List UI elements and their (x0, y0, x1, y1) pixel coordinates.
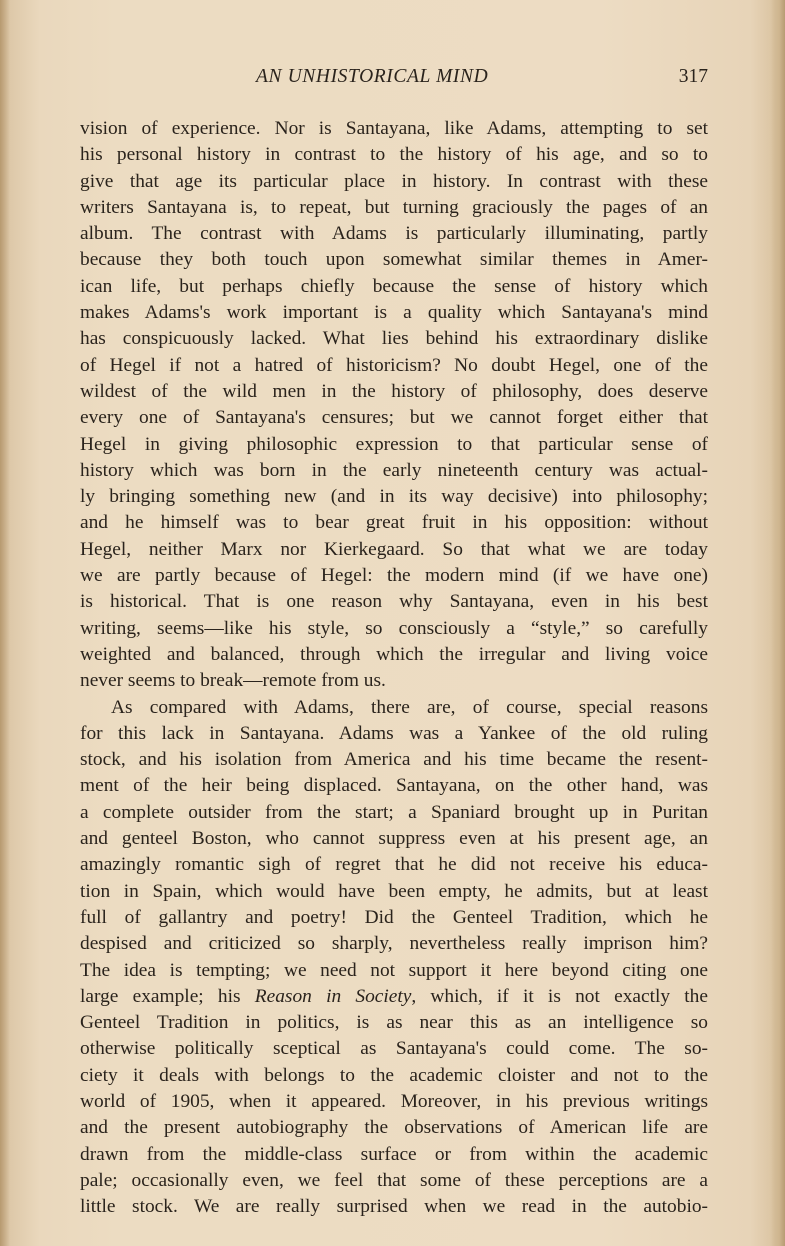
text-line: never seems to break—remote from us. (80, 670, 386, 692)
text-line: The idea is tempting; we need not support it here beyond citing one (80, 959, 708, 981)
book-title: Reason in Society (254, 985, 412, 1007)
text-line: wildest of the wild men in the history of philosophy, does deserve (80, 380, 708, 402)
page-number: 317 (678, 66, 708, 87)
text-line: drawn from the middle-class surface or from within the academic (80, 1143, 708, 1165)
text-segment: , which, if it is not exactly the (411, 985, 708, 1007)
running-head (80, 66, 708, 94)
text-line: vision of experience. Nor is Santayana, like Adams, attempting to set (80, 118, 708, 139)
text-segment: large example; his (80, 985, 255, 1007)
text-line: writing, seems—like his style, so consciously a “style,” so carefully (80, 617, 708, 639)
text-line: ly bringing something new (and in its way decisive) into philosophy; (80, 486, 708, 508)
text-line: writers Santayana is, to repeat, but turning graciously the pages of an (80, 196, 708, 218)
text-line: a complete outsider from the start; a Spaniard brought up in Puritan (80, 801, 708, 823)
text-line: full of gallantry and poetry! Did the Genteel Tradition, which he (80, 906, 708, 928)
text-line: pale; occasionally even, we feel that some of these perceptions are a (80, 1169, 708, 1191)
text-line: stock, and his isolation from America and his time became the resent- (80, 749, 708, 771)
text-line: and the present autobiography the observations of American life are (80, 1117, 708, 1139)
text-line: Hegel in giving philosophic expression to that particular sense of (80, 433, 708, 455)
text-line: and genteel Boston, who cannot suppress even at his present age, an (80, 828, 708, 850)
text-line: of Hegel if not a hatred of historicism? No doubt Hegel, one of the (80, 354, 708, 376)
running-title: AN UNHISTORICAL MIND (256, 66, 489, 87)
text-line: his personal history in contrast to the history of his age, and so to (80, 144, 708, 166)
body-text (80, 116, 708, 1220)
page-edge-shadow (771, 0, 785, 1246)
text-line: Genteel Tradition in politics, is as near this as an intelligence so (80, 1012, 708, 1034)
text-line: world of 1905, when it appeared. Moreover, in his previous writings (80, 1090, 708, 1112)
text-line: give that age its particular place in history. In contrast with these (80, 170, 708, 192)
text-line: has conspicuously lacked. What lies behind his extraordinary dislike (80, 328, 708, 350)
text-line: otherwise politically sceptical as Santayana's could come. The so- (80, 1038, 708, 1060)
text-line: little stock. We are really surprised when we read in the autobio- (80, 1196, 708, 1218)
paragraph-first-line: As compared with Adams, there are, of course, special reasons (111, 696, 708, 718)
text-line: album. The contrast with Adams is particularly illuminating, partly (80, 223, 708, 245)
text-line: Hegel, neither Marx nor Kierkegaard. So that what we are today (80, 538, 708, 560)
text-line: ciety it deals with belongs to the academic cloister and not to the (80, 1064, 708, 1086)
text-line: and he himself was to bear great fruit in his opposition: without (80, 512, 708, 534)
text-line: we are partly because of Hegel: the modern mind (if we have one) (80, 565, 708, 587)
text-line: weighted and balanced, through which the irregular and living voice (80, 643, 708, 665)
text-line: amazingly romantic sigh of regret that he did not receive his educa- (80, 854, 708, 876)
text-line: history which was born in the early nineteenth century was actual- (80, 459, 708, 481)
text-line: is historical. That is one reason why Santayana, even in his best (80, 591, 708, 613)
text-line: ican life, but perhaps chiefly because the sense of history which (80, 275, 708, 297)
text-line: for this lack in Santayana. Adams was a Yankee of the old ruling (80, 722, 708, 744)
page-gutter-shadow (0, 0, 10, 1246)
text-line: tion in Spain, which would have been empty, he admits, but at least (80, 880, 708, 902)
text-line-with-title (80, 984, 708, 1010)
text-line: despised and criticized so sharply, nevertheless really imprison him? (80, 933, 708, 955)
text-line: because they both touch upon somewhat similar themes in Amer- (80, 249, 708, 271)
text-line: makes Adams's work important is a quality which Santayana's mind (80, 302, 708, 324)
text-line: ment of the heir being displaced. Santayana, on the other hand, was (80, 775, 708, 797)
text-line: every one of Santayana's censures; but we cannot forget either that (80, 407, 708, 429)
